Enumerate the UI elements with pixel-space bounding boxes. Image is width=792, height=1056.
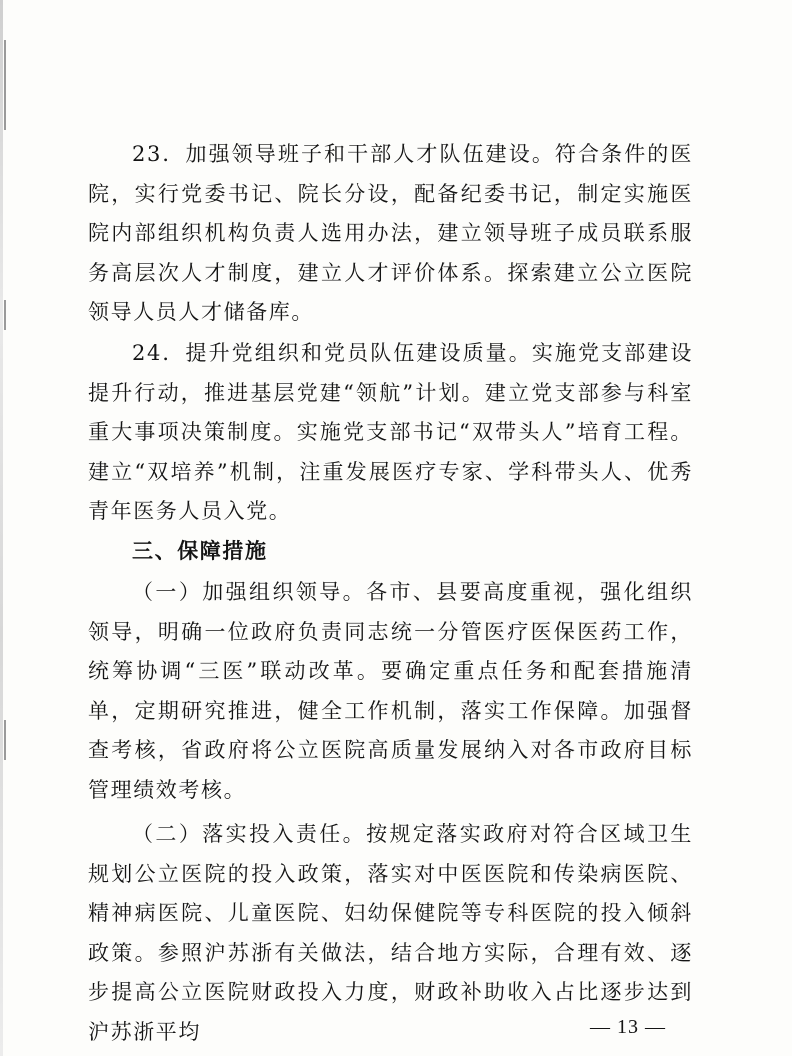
scan-edge — [0, 0, 3, 1056]
paragraph-organization: （一）加强组织领导。各市、县要高度重视，强化组织领导，明确一位政府负责同志统一分管医疗医保医药工作，统筹协调“三医”联动改革。要确定重点任务和配套措施清单，定期研究推进，健全工作机制，落实工作保障。加强督查考核，省政府将公立医院高质量发展纳入对各市政府目标管理绩效考核。 — [88, 580, 693, 802]
paragraph-23: 23．加强领导班子和干部人才队伍建设。符合条件的医院，实行党委书记、院长分设，配备纪委书记，制定实施医院内部组织机构负责人选用办法，建立领导班子成员联系服务高层次人才制度，建立人才评价体系。探索建立公立医院领导人员人才储备库。 — [88, 142, 693, 324]
scan-mark — [4, 720, 6, 760]
scan-mark — [4, 40, 6, 130]
section-heading: 三、保障措施 — [132, 539, 268, 563]
scan-mark — [4, 300, 6, 330]
page-number: — 13 — — [590, 1016, 666, 1038]
paragraph-funding: （二）落实投入责任。按规定落实政府对符合区域卫生规划公立医院的投入政策，落实对中医医院和传染病医院、精神病医院、儿童医院、妇幼保健院等专科医院的投入倾斜政策。参照沪苏浙有关做法，结合地方实际，合理有效、逐步提高公立医院财政投入力度，财政补助收入占比逐步达到沪苏浙平均 — [88, 822, 693, 1044]
paragraph-24: 24．提升党组织和党员队伍建设质量。实施党支部建设提升行动，推进基层党建“领航”计划。建立党支部参与科室重大事项决策制度。实施党支部书记“双带头人”培育工程。建立“双培养”机制，注重发展医疗专家、学科带头人、优秀青年医务人员入党。 — [88, 341, 693, 523]
